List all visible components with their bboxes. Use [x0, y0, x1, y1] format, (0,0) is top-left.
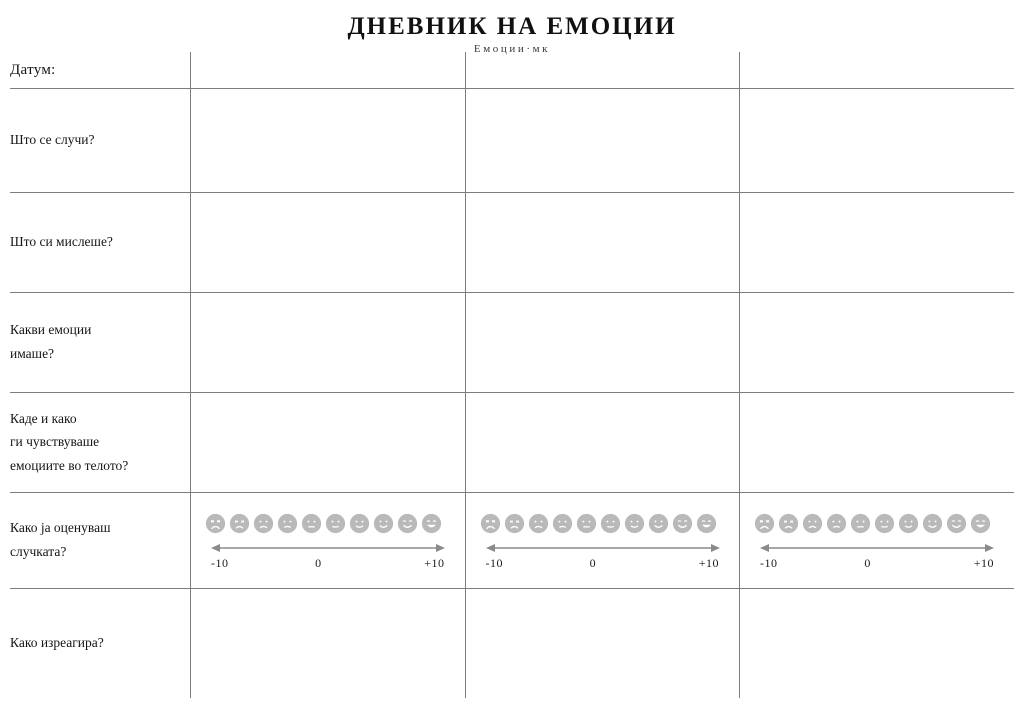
scale-arrow-1 [209, 541, 447, 555]
face-icon-happy-9[interactable] [672, 513, 693, 534]
table-row [10, 292, 1014, 392]
scale-ticks-2 [480, 556, 726, 571]
face-icon-happy-8[interactable] [922, 513, 943, 534]
face-icon-neutral-5[interactable] [301, 513, 322, 534]
answer-cell-what-happened-col-3[interactable] [740, 88, 1015, 192]
face-icon-very-happy-10[interactable] [421, 513, 442, 534]
face-icon-sad-4[interactable] [826, 513, 847, 534]
tick-mid: 0 [589, 556, 597, 570]
face-icon-sad-2[interactable] [778, 513, 799, 534]
scale-arrow-2 [484, 541, 722, 555]
table-row [10, 192, 1014, 292]
document-header [0, 0, 1024, 55]
answer-cell-which-emotions-col-3[interactable] [740, 292, 1015, 392]
answer-cell-how-reacted-col-3[interactable] [740, 588, 1015, 698]
date-entry-col-1[interactable] [191, 52, 466, 88]
face-icon-happy-9[interactable] [946, 513, 967, 534]
scale-ticks-3 [754, 556, 1000, 571]
scale-arrow-3 [758, 541, 996, 555]
tick-right: +10 [973, 556, 994, 570]
row-label-date: Датум: [10, 61, 56, 78]
rating-cell-col-3[interactable] [740, 492, 1015, 588]
answer-cell-what-happened-col-1[interactable] [191, 88, 466, 192]
face-icon-very-happy-10[interactable] [696, 513, 717, 534]
answer-cell-body-sensations-col-1[interactable] [191, 392, 466, 492]
row-label-how-reacted: Како изреагира? [10, 635, 104, 651]
face-icon-neutral-6[interactable] [600, 513, 621, 534]
tick-mid: 0 [315, 556, 322, 570]
row-label-which-emotions: Какви емоции имаше? [10, 322, 92, 361]
answer-cell-which-emotions-col-1[interactable] [191, 292, 466, 392]
tick-left: -10 [211, 556, 229, 570]
table-row-rating [10, 492, 1014, 588]
face-icon-sad-3[interactable] [528, 513, 549, 534]
answer-cell-body-sensations-col-2[interactable] [465, 392, 740, 492]
face-icon-neutral-6[interactable] [325, 513, 346, 534]
rating-cell-col-2[interactable] [465, 492, 740, 588]
face-icon-very-sad[interactable] [480, 513, 501, 534]
face-icon-very-happy-10[interactable] [970, 513, 991, 534]
tick-right: +10 [698, 556, 719, 570]
table-row [10, 588, 1014, 698]
tick-left: -10 [485, 556, 503, 570]
face-icon-sad-4[interactable] [552, 513, 573, 534]
face-row-2 [480, 513, 726, 534]
emotion-diary-table [10, 52, 1014, 698]
answer-cell-what-thought-col-1[interactable] [191, 192, 466, 292]
face-icon-sad-2[interactable] [229, 513, 250, 534]
table-row [10, 88, 1014, 192]
face-icon-very-sad[interactable] [754, 513, 775, 534]
face-icon-sad-3[interactable] [802, 513, 823, 534]
row-label-body-sensations: Каде и како ги чувствуваше емоциите во телото? [10, 410, 129, 473]
rating-cell-col-1[interactable] [191, 492, 466, 588]
date-entry-col-3[interactable] [740, 52, 1015, 88]
face-row-1 [205, 513, 451, 534]
face-icon-happy-9[interactable] [397, 513, 418, 534]
answer-cell-what-thought-col-3[interactable] [740, 192, 1015, 292]
face-icon-happy-7[interactable] [898, 513, 919, 534]
row-label-rating: Како ја оценуваш случката? [10, 520, 111, 559]
rating-scale-3[interactable] [740, 503, 1014, 577]
answer-cell-what-happened-col-2[interactable] [465, 88, 740, 192]
answer-cell-how-reacted-col-1[interactable] [191, 588, 466, 698]
rating-scale-2[interactable] [466, 503, 740, 577]
face-icon-sad-2[interactable] [504, 513, 525, 534]
table-row-date [10, 52, 1014, 88]
face-icon-happy-8[interactable] [373, 513, 394, 534]
row-label-what-thought: Што си мислеше? [10, 234, 113, 250]
face-row-3 [754, 513, 1000, 534]
face-icon-neutral-5[interactable] [850, 513, 871, 534]
rating-scale-1[interactable] [191, 503, 465, 577]
answer-cell-which-emotions-col-2[interactable] [465, 292, 740, 392]
table-row [10, 392, 1014, 492]
face-icon-happy-8[interactable] [648, 513, 669, 534]
answer-cell-what-thought-col-2[interactable] [465, 192, 740, 292]
face-icon-sad-3[interactable] [253, 513, 274, 534]
scale-ticks-1 [205, 556, 451, 571]
face-icon-sad-4[interactable] [277, 513, 298, 534]
document-subtitle: Емоции·мк [473, 43, 551, 56]
face-icon-very-sad[interactable] [205, 513, 226, 534]
face-icon-neutral-6[interactable] [874, 513, 895, 534]
tick-right: +10 [424, 556, 445, 570]
answer-cell-how-reacted-col-2[interactable] [465, 588, 740, 698]
answer-cell-body-sensations-col-3[interactable] [740, 392, 1015, 492]
face-icon-happy-7[interactable] [349, 513, 370, 534]
face-icon-neutral-5[interactable] [576, 513, 597, 534]
date-entry-col-2[interactable] [465, 52, 740, 88]
page-title: ДНЕВНИК НА ЕМОЦИИ [347, 13, 677, 40]
row-label-what-happened: Што се случи? [10, 132, 95, 148]
face-icon-happy-7[interactable] [624, 513, 645, 534]
tick-left: -10 [760, 556, 778, 570]
tick-mid: 0 [864, 556, 871, 570]
